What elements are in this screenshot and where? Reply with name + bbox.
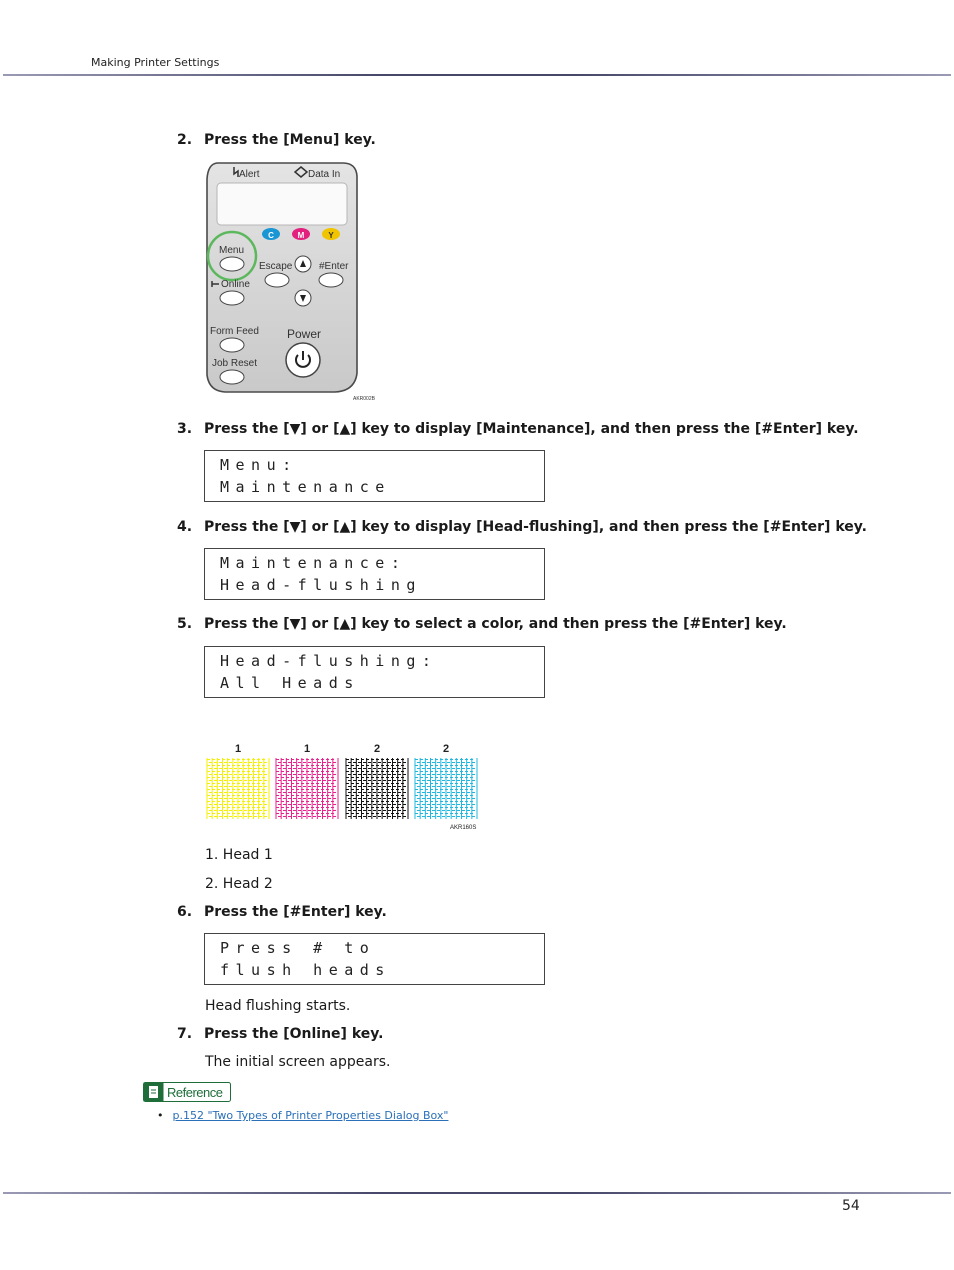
step-text: Press the [Menu] key.: [204, 132, 376, 148]
lcd-display-all-heads: [204, 646, 545, 698]
alert-label: Alert: [239, 169, 260, 180]
figure-code: AKR160S: [450, 825, 477, 831]
svg-text:Online: Online: [221, 279, 250, 290]
svg-text:M: M: [297, 231, 305, 240]
step-7: 7. Press the [Online] key.: [177, 1026, 384, 1042]
footer-rule: [3, 1192, 951, 1194]
lcd-line-1: Menu:: [220, 456, 298, 474]
lcd-line-1: Head-flushing:: [220, 652, 438, 670]
head-number-label: 1: [234, 743, 242, 755]
reference-label: Reference: [167, 1085, 223, 1100]
reference-badge: [143, 1082, 231, 1102]
svg-text:#Enter: #Enter: [319, 261, 349, 272]
operation-panel-illustration: [203, 161, 383, 406]
document-icon: [149, 1086, 158, 1098]
job-reset-key: [220, 370, 244, 384]
nozzle-pattern-block: [415, 758, 477, 819]
note-flushing-starts: Head flushing starts.: [205, 998, 351, 1014]
lcd-line-2: flush heads: [220, 961, 391, 979]
escape-key: [265, 273, 289, 287]
page-number: 54: [842, 1198, 860, 1214]
step-5: 5. Press the [▼] or [▲] key to select a color, and then press the [#Enter] key.: [177, 616, 787, 632]
lcd-line-2: All Heads: [220, 674, 360, 692]
legend-head-1: 1. Head 1: [205, 847, 273, 863]
svg-text:AKR002B: AKR002B: [353, 396, 375, 402]
running-header: Making Printer Settings: [91, 56, 220, 69]
menu-label: Menu: [219, 245, 245, 256]
menu-key: [220, 257, 244, 271]
svg-text:Form Feed: Form Feed: [210, 326, 259, 337]
lcd-line-1: Press # to: [220, 939, 376, 957]
lcd-display-maintenance: [204, 450, 545, 502]
reference-link[interactable]: p.152 "Two Types of Printer Properties Dialog Box": [172, 1109, 449, 1122]
step-3: 3. Press the [▼] or [▲] key to display [Maintenance], and then press the [#Enter] key.: [177, 421, 859, 437]
lcd-line-1: Maintenance:: [220, 554, 407, 572]
step-2: [177, 132, 376, 148]
svg-text:Escape: Escape: [259, 261, 293, 272]
lcd-display-head-flushing: [204, 548, 545, 600]
reference-item: [157, 1109, 448, 1122]
legend-head-2: 2. Head 2: [205, 876, 273, 892]
step-4: 4. Press the [▼] or [▲] key to display [Head-flushing], and then press the [#Enter] key.: [177, 519, 867, 535]
lcd-line-2: Maintenance: [220, 478, 391, 496]
nozzle-pattern-block: [276, 758, 338, 819]
head-nozzle-pattern-figure: [204, 740, 484, 835]
form-feed-key: [220, 338, 244, 352]
head-number-label: 2: [373, 743, 381, 755]
nozzle-pattern-block: [207, 758, 269, 819]
header-rule: [3, 74, 951, 76]
step-number: 2.: [177, 132, 193, 148]
step-6: 6. Press the [#Enter] key.: [177, 904, 387, 920]
bullet: •: [157, 1109, 164, 1122]
head-number-label: 1: [303, 743, 311, 755]
lcd-display-press-flush: [204, 933, 545, 985]
data-in-label: Data In: [308, 169, 341, 180]
online-key: [220, 291, 244, 305]
svg-text:Y: Y: [328, 231, 334, 240]
head-number-label: 2: [442, 743, 450, 755]
svg-text:C: C: [268, 231, 274, 240]
svg-text:Job Reset: Job Reset: [212, 358, 258, 369]
nozzle-pattern-block: [346, 758, 408, 819]
note-initial-screen: The initial screen appears.: [205, 1054, 391, 1070]
svg-text:Power: Power: [287, 327, 322, 341]
enter-key: [319, 273, 343, 287]
lcd-line-2: Head-flushing: [220, 576, 422, 594]
